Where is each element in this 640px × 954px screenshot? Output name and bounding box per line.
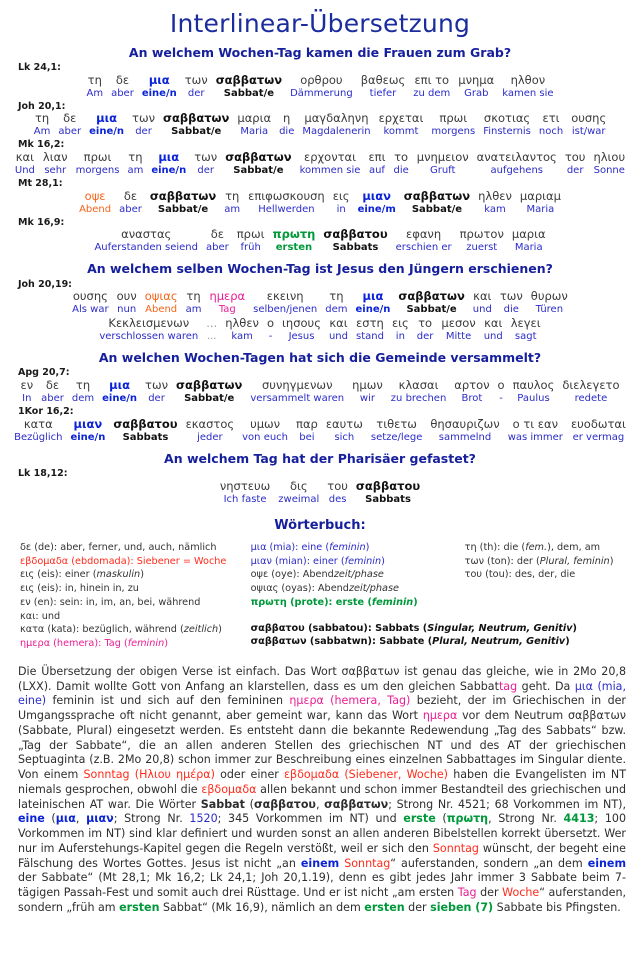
greek-word: τη: [75, 378, 91, 393]
verse-reference: Lk 18,12:: [18, 468, 68, 480]
greek-word: μαρια: [511, 227, 546, 242]
greek-word: σαββατων: [398, 289, 465, 304]
german-word: früh: [240, 242, 261, 254]
greek-word: σαββατων: [149, 188, 217, 203]
german-word: am: [185, 304, 202, 316]
greek-word: παρ: [296, 417, 318, 431]
german-row: [68, 304, 572, 316]
greek-word: μαγδαληνη: [304, 111, 369, 126]
german-row: [10, 432, 630, 444]
german-word: setze/lege: [370, 431, 423, 443]
greek-word: δε: [123, 188, 138, 203]
german-word: Sabbat/e: [411, 203, 463, 215]
greek-word: πρωι: [236, 227, 265, 242]
german-word: Finsternis: [483, 126, 531, 138]
greek-word: κλασαι: [398, 378, 439, 393]
greek-word: μια: [96, 111, 117, 126]
german-word: der: [197, 164, 214, 176]
german-word: jeder: [197, 431, 223, 443]
greek-word: ουσης: [72, 289, 108, 304]
greek-word: ερχονται: [304, 150, 357, 165]
german-word: Gruft: [429, 164, 456, 176]
greek-row: [75, 190, 565, 204]
greek-word: και: [484, 316, 503, 331]
greek-word: και: [15, 150, 34, 165]
verse-reference: Lk 24,1:: [18, 61, 61, 73]
verse-reference: Joh 20,1:: [18, 100, 66, 112]
dictionary: [6, 541, 634, 651]
greek-word: ...: [206, 316, 218, 331]
greek-word: εαυτω: [325, 417, 363, 431]
german-word: Jesus: [288, 331, 315, 343]
greek-word: μιαν: [73, 417, 103, 431]
verse-reference: 1Kor 16,2:: [18, 406, 74, 418]
german-row: [16, 393, 623, 405]
greek-word: μιαν: [362, 188, 391, 203]
greek-word: πρωι: [83, 150, 112, 165]
german-word: Sabbat/e: [171, 126, 222, 138]
verse-block: [6, 178, 634, 216]
german-word: der: [416, 331, 434, 343]
dictionary-entry: εν (en): sein: in, im, an, bei, während: [20, 596, 201, 608]
german-word: Bezüglich: [14, 431, 63, 443]
german-word: eine/n: [151, 164, 187, 176]
greek-row: [30, 112, 610, 126]
german-word: kam: [484, 203, 506, 215]
german-word: dem: [71, 393, 95, 405]
german-word: aber: [111, 87, 134, 99]
german-word: aber: [41, 393, 64, 405]
greek-word: τη: [186, 289, 201, 304]
greek-word: ερχεται: [378, 111, 424, 126]
german-word: die: [279, 126, 295, 138]
dictionary-entry: πρωτη (prote): erste (feminin): [250, 596, 418, 608]
german-word: selben/jenen: [253, 304, 318, 316]
german-word: aber: [58, 126, 82, 138]
german-word: zu brechen: [390, 393, 447, 405]
greek-word: θυρων: [530, 289, 568, 304]
document-page: [0, 10, 640, 954]
greek-word: εις: [332, 188, 350, 203]
greek-word: μνημα: [458, 72, 495, 87]
german-word: Als war: [72, 304, 109, 316]
german-word: eine/n: [355, 304, 391, 316]
greek-word: ηλθον: [510, 72, 546, 87]
greek-word: επιφωσκουση: [248, 188, 325, 203]
dictionary-entry: εις (eis): einer (maskulin): [20, 569, 144, 581]
dictionary-entry: μια (mia): eine (feminin): [250, 541, 370, 553]
greek-word: πρωτον: [459, 227, 504, 242]
dictionary-entry: εβδομαδα (ebdomada): Siebener = Woche: [20, 555, 227, 567]
german-word: -: [499, 393, 503, 405]
dictionary-entry: τη (th): die (fem.), dem, am: [464, 541, 601, 553]
greek-word: το: [394, 150, 409, 165]
greek-word: εις: [391, 316, 409, 331]
greek-word: τη: [87, 72, 102, 87]
german-word: Sabbat/e: [233, 164, 284, 176]
german-word: Sabbats: [365, 493, 411, 505]
dictionary-entry: οψε (oye): Abendzeit/phase: [250, 569, 384, 581]
german-word: kommen sie: [299, 164, 361, 176]
german-word: in: [336, 203, 346, 215]
greek-row: [95, 317, 544, 331]
dictionary-entry: του (tou): des, der, die: [464, 569, 576, 581]
sections-container: [6, 46, 634, 506]
verse-block: [6, 62, 634, 100]
dictionary-spacer: [251, 610, 465, 622]
german-word: tiefer: [369, 87, 397, 99]
greek-word: οψε: [84, 188, 106, 203]
german-word: Und: [14, 164, 35, 176]
german-word: nun: [117, 304, 137, 316]
greek-word: τιθετω: [376, 417, 417, 431]
german-word: der: [148, 393, 165, 405]
greek-word: η: [283, 111, 291, 126]
greek-word: εκαστος: [185, 417, 235, 431]
greek-word: ετι: [542, 111, 560, 126]
greek-row: [90, 228, 549, 242]
interlinear-table: [10, 418, 630, 444]
verse-reference: Joh 20,19:: [18, 278, 72, 290]
greek-word: ο: [497, 378, 505, 393]
german-word: die: [393, 164, 409, 176]
german-row: [90, 242, 549, 254]
greek-word: εφανη: [406, 227, 442, 242]
german-word: Maria: [514, 242, 543, 254]
german-row: [11, 165, 629, 177]
greek-word: των: [499, 289, 523, 304]
german-word: er vermag: [572, 431, 625, 443]
german-word: eine/n: [89, 126, 125, 138]
german-row: [95, 331, 544, 343]
german-word: am: [127, 164, 144, 176]
greek-word: μια: [362, 289, 384, 304]
german-word: Sabbat/e: [157, 203, 209, 215]
verse-reference: Mt 28,1:: [18, 177, 63, 189]
dictionary-entry: των (ton): der (Plural, feminin): [464, 555, 614, 567]
section-question: An welchem Tag hat der Pharisäer gefastet?: [164, 450, 476, 466]
verse-block: [6, 217, 634, 255]
greek-word: Κεκλεισμενων: [108, 316, 190, 331]
german-word: morgens: [75, 164, 120, 176]
german-row: [82, 88, 557, 100]
german-word: Ich faste: [223, 493, 267, 505]
greek-word: σαββατου: [113, 417, 178, 431]
interlinear-table: [16, 379, 623, 405]
greek-word: τη: [128, 150, 143, 165]
greek-word: ουσης: [571, 111, 607, 126]
greek-word: σαββατου: [323, 227, 388, 242]
german-word: am: [224, 203, 241, 215]
german-word: Sabbat/e: [406, 304, 457, 316]
german-word: der: [187, 87, 205, 99]
greek-word: σαββατων: [176, 378, 243, 393]
german-word: sammelnd: [438, 431, 492, 443]
dictionary-entry: σαββατου (sabbatou): Sabbats (Singular, Neutrum, Genitiv): [250, 622, 577, 634]
greek-word: σκοτιας: [483, 111, 531, 126]
greek-word: των: [145, 378, 168, 393]
greek-row: [16, 379, 623, 393]
greek-word: πρωτη: [272, 227, 316, 242]
german-word: sich: [334, 431, 355, 443]
verse-block: [6, 139, 634, 177]
greek-word: νηστευω: [219, 479, 271, 494]
greek-word: παυλος: [512, 378, 555, 393]
greek-row: [216, 480, 424, 494]
greek-word: σαββατων: [225, 150, 292, 165]
greek-word: και: [473, 289, 492, 304]
interlinear-table: [11, 151, 629, 177]
dictionary-entry: σαββατων (sabbatwn): Sabbate (Plural, Neutrum, Genitiv): [250, 636, 570, 648]
german-word: Am: [33, 126, 51, 138]
german-word: Sabbat/e: [223, 87, 275, 99]
german-word: Maria: [526, 203, 555, 215]
greek-word: μια: [148, 72, 170, 87]
greek-word: υμων: [250, 417, 281, 431]
german-word: Abend: [79, 203, 112, 215]
greek-row: [68, 290, 572, 304]
interlinear-table: [75, 190, 565, 216]
greek-word: των: [184, 72, 208, 87]
german-word: in: [395, 331, 405, 343]
german-word: kam: [231, 331, 253, 343]
dictionary-title: Wörterbuch:: [274, 517, 366, 533]
german-word: Sonne: [593, 164, 625, 176]
german-word: aufgehens: [490, 164, 543, 176]
german-word: -: [268, 331, 273, 343]
greek-word: αναστας: [121, 227, 172, 242]
german-word: noch: [538, 126, 564, 138]
greek-word: μια: [109, 378, 130, 393]
german-word: und: [328, 331, 348, 343]
page-title: Interlinear-Übersetzung: [169, 9, 471, 38]
dictionary-column-3: [465, 541, 624, 582]
verse-reference: Apg 20,7:: [18, 367, 70, 379]
german-word: Grab: [464, 87, 489, 99]
greek-word: επι το: [414, 72, 450, 87]
greek-row: [10, 418, 630, 432]
greek-word: μαρια: [237, 111, 272, 126]
greek-word: εκεινη: [266, 289, 304, 304]
greek-word: του: [564, 150, 586, 165]
german-word: aber: [206, 242, 229, 254]
german-word: was immer: [507, 431, 563, 443]
dictionary-entry: εις (eis): in, hinein in, zu: [20, 583, 139, 595]
german-word: redete: [574, 393, 608, 405]
greek-word: ο: [266, 316, 275, 331]
greek-word: βαθεως: [360, 72, 406, 87]
greek-word: κατα: [23, 417, 53, 431]
dictionary-entry: οψιας (oyas): Abendzeit/phase: [250, 583, 399, 595]
german-word: ersten: [275, 242, 313, 254]
greek-word: πρωι: [439, 111, 468, 126]
german-word: aber: [119, 203, 142, 215]
german-word: Paulus: [517, 393, 550, 405]
german-word: dem: [325, 304, 348, 316]
greek-word: ηλθεν: [478, 188, 512, 203]
german-word: eine/n: [141, 87, 177, 99]
greek-word: δε: [210, 227, 224, 242]
verse-block: [6, 101, 634, 139]
greek-word: διελεγετο: [562, 378, 620, 393]
german-word: sehr: [44, 164, 67, 176]
dictionary-entry: και: und: [20, 610, 61, 622]
greek-word: μεσον: [441, 316, 476, 331]
german-word: ist/war: [571, 126, 606, 138]
greek-word: συνηγμενων: [262, 378, 333, 393]
greek-word: ημων: [352, 378, 383, 393]
german-row: [30, 126, 610, 138]
greek-word: μια: [158, 150, 180, 165]
verse-reference: Mk 16,2:: [18, 139, 65, 151]
greek-word: των: [194, 150, 218, 165]
section-question: An welchem Wochen-Tag kamen die Frauen zum Grab?: [128, 44, 512, 60]
german-word: stand: [355, 331, 384, 343]
greek-row: [11, 151, 629, 165]
german-row: [75, 204, 565, 216]
greek-word: σαββατου: [355, 479, 421, 494]
greek-word: δε: [63, 111, 77, 126]
dictionary-column-1: [20, 541, 251, 651]
german-word: Dämmerung: [290, 87, 353, 99]
dictionary-entry: μιαν (mian): einer (feminin): [250, 555, 385, 567]
greek-word: ανατειλαντος: [476, 150, 557, 165]
german-word: kamen sie: [502, 87, 554, 99]
essay-paragraph: Die Übersetzung der obigen Verse ist einfach. Das Wort σαββατων ist genau das gleiche, wie in 2Mo 20,8 (LXX). Damit wollte Gott von Anfang an klarstellen, dass es um den gleichen Sabbattag geht. Da μια (mia, eine) feminin ist und sich auf den femininen ημερα (hemera, Tag) bezieht, der im Griechischen in der Umgangssprache oft nicht genannt, aber gemeint war, kann das Wort ημερα vor dem Neutrum σαββατων (Sabbate, Plural) eingesetzt werden. Es entsteht dann die bekannte Redewendung „Tag des Sabbats“ bzw. „Tag der Sabbate“, die an allen anderen Stellen des griechischen NT und des AT der griechischen Septuaginta (z.B. 2Mo 20,8) schon immer zur Beschreibung eines einzelnen Sabbattages im Singular diente. Von einem Sonntag (Ηλιου ημέρα) oder einer εβδομαδα (Siebener, Woche) haben die Evangelisten im NT niemals gesprochen, obwohl die εβδομαδα allen bekannt und schon immer Bestandteil des griechischen und lateinischen AT war. Die Wörter Sabbat (σαββατου, σαββατων; Strong Nr. 4521; 68 Vorkommen im NT), eine (μια, μιαν; Strong Nr. 1520; 345 Vorkommen im NT) und erste (πρωτη, Strong Nr. 4413; 100 Vorkommen im NT) sind klar definiert und wurden sonst an allen anderen Bibelstellen korrekt übersetzt. Wer nur im Auferstehungs-Kapitel gegen die Regeln verstößt, weil er sich den Sonntag wünscht, der begeht eine Fälschung des Wortes Gottes. Jesus ist nicht „an einem Sonntag“ auferstanden, sondern „an dem einem der Sabbate“ (Mt 28,1; Mk 16,2; Lk 24,1; Joh 20,1.19), denn es gibt jedes Jahr immer 3 Sabbate beim 7-tägigen Passah-Fest und somit auch drei Rüsttage. Und er ist nicht „am ersten Tag der Woche“ auferstanden, sondern „früh am ersten Sabbat“ (Mk 16,9), nämlich an dem ersten der sieben (7) Sabbate bis Pfingsten.: [18, 664, 627, 914]
greek-word: εν: [20, 378, 34, 393]
german-word: bei: [299, 431, 315, 443]
greek-row: [82, 74, 557, 88]
greek-word: σαββατων: [403, 188, 471, 203]
verse-block: [6, 468, 634, 506]
verse-block: [6, 406, 634, 444]
greek-word: μαριαμ: [519, 188, 561, 203]
german-word: und: [483, 331, 503, 343]
german-word: erschien er: [395, 242, 452, 254]
greek-word: τη: [34, 111, 50, 126]
greek-word: ουν: [116, 289, 137, 304]
german-word: eine/n: [70, 431, 106, 443]
german-word: Auferstanden seiend: [94, 242, 198, 254]
verse-block: [6, 367, 634, 405]
greek-word: δε: [45, 378, 60, 393]
greek-word: δε: [115, 72, 130, 87]
greek-word: λεγει: [510, 316, 541, 331]
greek-word: εστη: [356, 316, 384, 331]
german-word: Magdalenerin: [302, 126, 371, 138]
german-word: auf: [368, 164, 385, 176]
german-word: von euch: [242, 431, 289, 443]
greek-word: τη: [225, 188, 240, 203]
german-word: versammelt waren: [250, 393, 345, 405]
german-word: Sabbats: [122, 431, 169, 443]
german-word: Tag: [218, 304, 236, 316]
dictionary-entry: δε (de): aber, ferner, und, auch, nämlich: [20, 541, 217, 553]
german-word: und: [472, 304, 492, 316]
greek-word: σαββατων: [163, 111, 230, 126]
greek-word: ηλθεν: [225, 316, 259, 331]
section-question: An welchem selben Wochen-Tag ist Jesus den Jüngern erschienen?: [87, 261, 553, 277]
german-word: zuerst: [466, 242, 498, 254]
german-word: Sabbats: [332, 242, 379, 254]
greek-word: των: [132, 111, 155, 126]
german-word: Sabbat/e: [184, 393, 235, 405]
german-word: zu dem: [413, 87, 451, 99]
greek-word: θησαυριζων: [430, 417, 500, 431]
greek-word: επι: [368, 150, 386, 165]
greek-word: μνημειον: [416, 150, 469, 165]
german-row: [216, 494, 424, 506]
german-word: Türen: [535, 304, 564, 316]
interlinear-table: [82, 74, 557, 100]
greek-word: ευοδωται: [570, 417, 626, 431]
german-word: Brot: [461, 393, 483, 405]
german-word: Maria: [240, 126, 269, 138]
german-word: des: [328, 493, 347, 505]
greek-word: και: [329, 316, 348, 331]
german-word: eine/m: [357, 203, 396, 215]
greek-word: οψιας: [144, 289, 178, 304]
greek-word: το: [418, 316, 433, 331]
german-word: Am: [86, 87, 104, 99]
greek-word: ηλιου: [593, 150, 626, 165]
greek-word: λιαν: [42, 150, 68, 165]
verse-block: [6, 279, 634, 317]
german-word: Mitte: [445, 331, 472, 343]
german-word: der: [566, 164, 584, 176]
german-word: Hellwerden: [258, 203, 315, 215]
german-word: verschlossen waren: [99, 331, 199, 343]
german-word: morgens: [431, 126, 476, 138]
interlinear-table: [95, 317, 544, 343]
greek-word: τη: [329, 289, 344, 304]
greek-word: ημερα: [209, 289, 246, 304]
german-word: wir: [359, 393, 375, 405]
greek-word: δις: [289, 479, 308, 494]
german-word: kommt: [383, 126, 419, 138]
verse-reference: Mk 16,9:: [18, 216, 65, 228]
german-word: In: [22, 393, 32, 405]
german-word: der: [135, 126, 152, 138]
greek-word: ορθρου: [300, 72, 343, 87]
german-word: die: [503, 304, 519, 316]
dictionary-entry: ημερα (hemera): Tag (feminin): [20, 638, 168, 650]
german-word: ...: [206, 331, 217, 343]
interlinear-table: [216, 480, 424, 506]
interlinear-table: [30, 112, 610, 138]
verse-block: [6, 317, 634, 343]
dictionary-entry: κατα (kata): bezüglich, während (zeitlich): [20, 624, 222, 636]
german-word: zweimal: [278, 493, 320, 505]
greek-word: του: [327, 479, 348, 494]
section-question: An welchen Wochen-Tagen hat sich die Gemeinde versammelt?: [98, 350, 542, 366]
greek-word: ιησους: [282, 316, 321, 331]
greek-word: σαββατων: [215, 72, 283, 87]
greek-word: αρτον: [454, 378, 490, 393]
german-word: eine/n: [102, 393, 138, 405]
german-word: Abend: [145, 304, 178, 316]
german-word: sagt: [514, 331, 537, 343]
greek-word: ο τι εαν: [512, 417, 559, 431]
interlinear-table: [90, 228, 549, 254]
interlinear-table: [68, 290, 572, 316]
